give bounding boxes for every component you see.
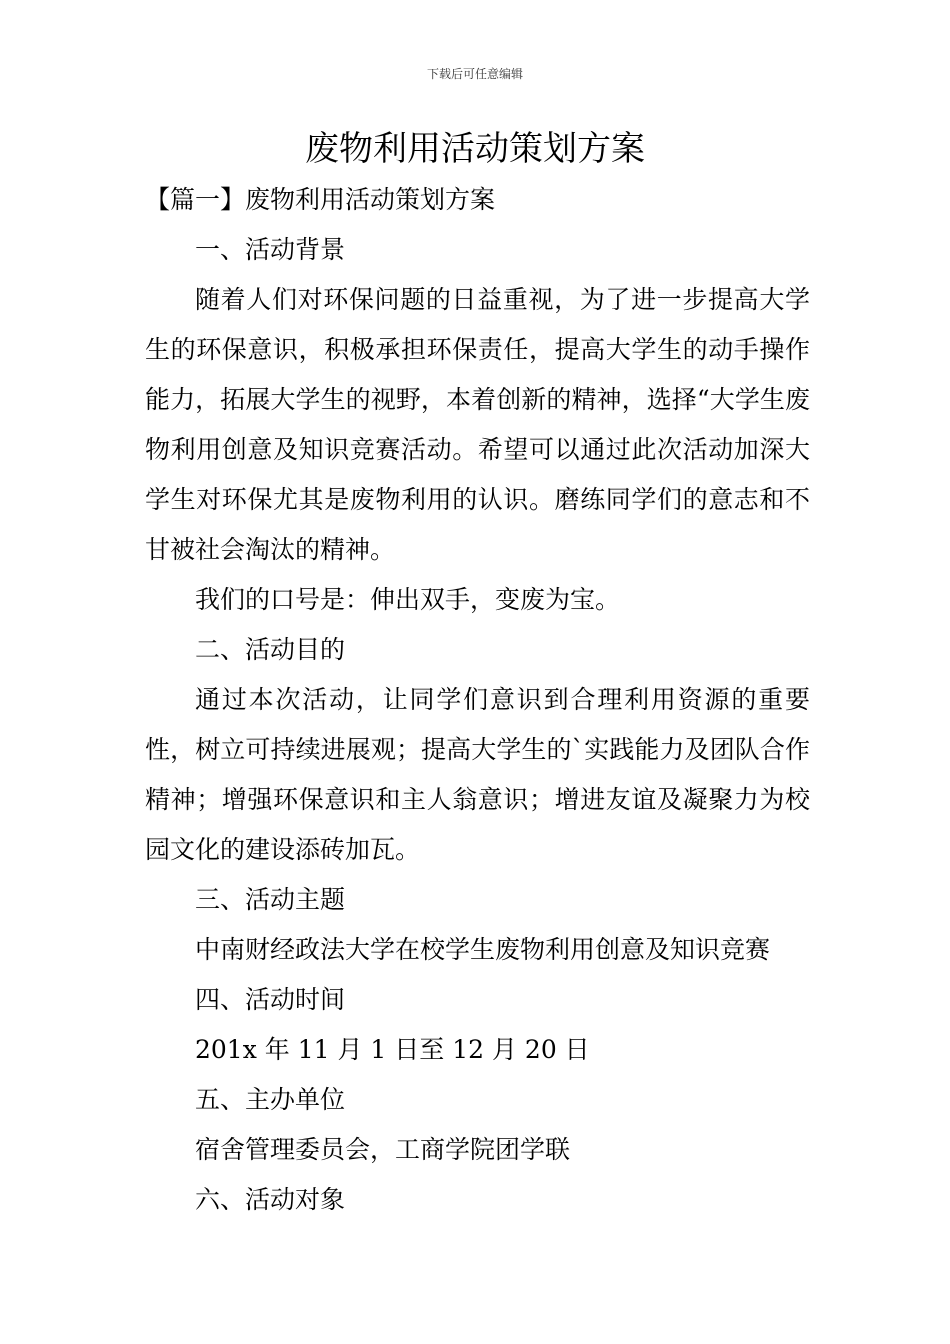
section-heading-theme: 三、活动主题 [195, 885, 346, 914]
header-note: 下载后可任意编辑 [426, 67, 523, 81]
section-heading-time: 四、活动时间 [195, 985, 346, 1014]
paragraph-background: 随着人们对环保问题的日益重视，为了进一步提高大学生的环保意识，积极承担环保责任，提高大学生的动手操作能力，拓展大学生的视野，本着创新的精神，选择“大学生废物利用创意及知识竞赛活动。希望可以通过此次活动加深大学生对环保尤其是废物利用的认识。磨练同学们的意志和不甘被社会淘汰的精神。 [145, 285, 810, 564]
document-body [145, 175, 810, 1225]
part-heading: 【篇一】废物利用活动策划方案 [145, 185, 496, 214]
paragraph-slogan: 我们的口号是：伸出双手，变废为宝。 [195, 585, 621, 614]
paragraph-theme: 中南财经政法大学在校学生废物利用创意及知识竞赛 [195, 935, 771, 964]
paragraph-time: 201x 年 11 月 1 日至 12 月 20 日 [195, 1035, 590, 1064]
paragraph-purpose: 通过本次活动，让同学们意识到合理利用资源的重要性，树立可持续进展观；提高大学生的`实践能力及团队合作精神；增强环保意识和主人翁意识；增进友谊及凝聚力为校园文化的建设添砖加瓦。 [145, 685, 810, 864]
section-heading-purpose: 二、活动目的 [195, 635, 346, 664]
document-title: 废物利用活动策划方案 [305, 129, 645, 169]
paragraph-organizer: 宿舍管理委员会，工商学院团学联 [195, 1135, 571, 1164]
section-heading-background: 一、活动背景 [195, 235, 346, 264]
section-heading-organizer: 五、主办单位 [195, 1085, 346, 1114]
section-heading-audience: 六、活动对象 [195, 1185, 346, 1214]
